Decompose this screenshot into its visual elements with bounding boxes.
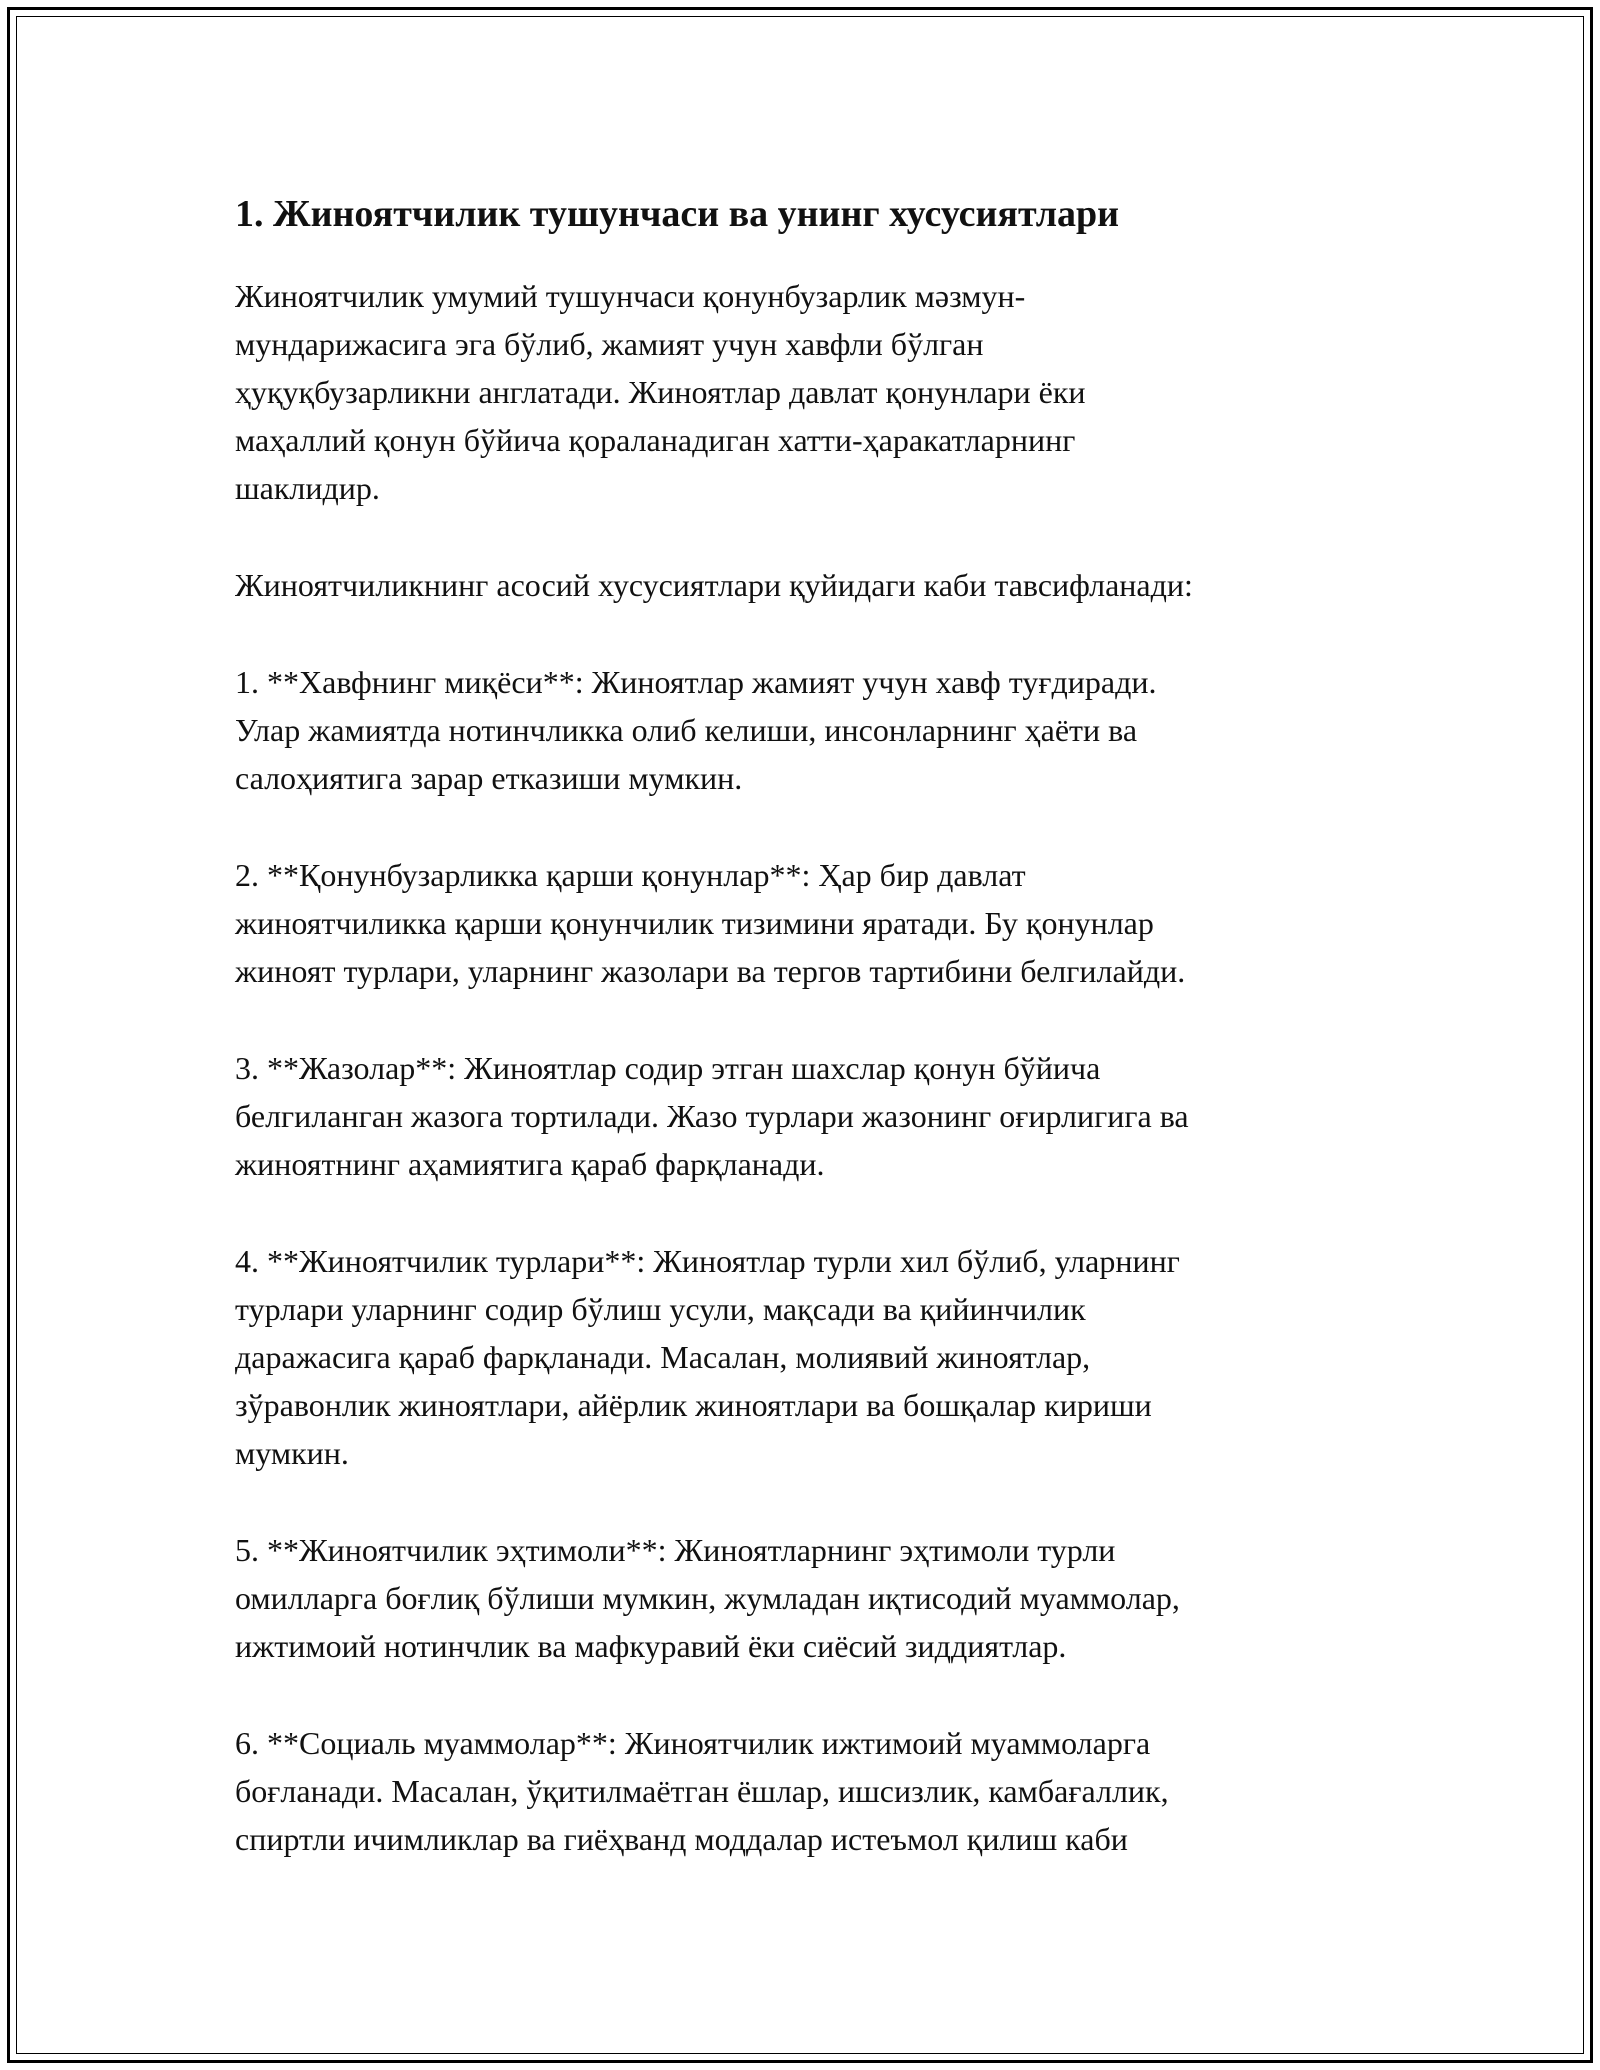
spacer: [235, 1188, 1375, 1237]
list-item-6: [235, 1719, 1375, 1863]
text-line: Улар жамиятда нотинчликка олиб келиши, инсонларнинг ҳаёти ва: [235, 712, 1138, 748]
spacer: [235, 1477, 1375, 1526]
text-line: 4. **Жиноятчилик турлари**: Жиноятлар турли хил бўлиб, уларнинг: [235, 1243, 1180, 1279]
paragraph-intro: [235, 561, 1375, 609]
text-line: 1. **Хавфнинг миқёси**: Жиноятлар жамият учун хавф туғдиради.: [235, 664, 1157, 700]
text-line: 2. **Қонунбузарликка қарши қонунлар**: Ҳар бир давлат: [235, 857, 1026, 893]
text-line: белгиланган жазога тортилади. Жазо турлари жазонинг оғирлигига ва: [235, 1098, 1189, 1134]
list-item-2: [235, 851, 1375, 995]
text-line: ҳуқуқбузарликни англатади. Жиноятлар давлат қонунлари ёки: [235, 374, 1086, 410]
text-line: 3. **Жазолар**: Жиноятлар содир этган шахслар қонун бўйича: [235, 1050, 1101, 1086]
list-item-1: [235, 658, 1375, 802]
text-line: жиноят турлари, уларнинг жазолари ва тергов тартибини белгилайди.: [235, 953, 1186, 989]
text-line: маҳаллий қонун бўйича қораланадиган хатти-ҳаракатларнинг: [235, 422, 1076, 458]
text-line: жиноятчиликка қарши қонунчилик тизимини яратади. Бу қонунлар: [235, 905, 1154, 941]
text-line: даражасига қараб фарқланади. Масалан, молиявий жиноятлар,: [235, 1339, 1091, 1375]
spacer: [235, 238, 1375, 272]
text-line: зўравонлик жиноятлари, айёрлик жиноятлари ва бошқалар кириши: [235, 1387, 1152, 1423]
text-line: мундарижасига эга бўлиб, жамият учун хавфли бўлган: [235, 326, 984, 362]
list-item-3: [235, 1044, 1375, 1188]
section-heading: 1. Жиноятчилик тушунчаси ва унинг хусусиятлари: [235, 193, 1120, 235]
list-item-5: [235, 1526, 1375, 1670]
text-line: спиртли ичимликлар ва гиёҳванд моддалар истеъмол қилиш каби: [235, 1821, 1128, 1857]
list-item-4: [235, 1237, 1375, 1477]
text-line: 5. **Жиноятчилик эҳтимоли**: Жиноятларнинг эҳтимоли турли: [235, 1532, 1116, 1568]
text-line: жиноятнинг аҳамиятига қараб фарқланади.: [235, 1146, 825, 1182]
text-line: Жиноятчилик умумий тушунчаси қонунбузарлик мәзмун-: [235, 278, 1026, 314]
spacer: [235, 802, 1375, 851]
text-line: мумкин.: [235, 1435, 349, 1471]
text-line: шаклидир.: [235, 470, 380, 506]
text-line: боғланади. Масалан, ўқитилмаётган ёшлар, ишсизлик, камбағаллик,: [235, 1773, 1169, 1809]
spacer: [235, 512, 1375, 561]
spacer: [235, 609, 1375, 658]
text-line: салоҳиятига зарар етказиши мумкин.: [235, 760, 743, 796]
spacer: [235, 995, 1375, 1044]
text-line: турлари уларнинг содир бўлиш усули, мақсади ва қийинчилик: [235, 1291, 1086, 1327]
paragraph-definition: [235, 272, 1375, 512]
text-line: Жиноятчиликнинг асосий хусусиятлари қуйидаги каби тавсифланади:: [235, 567, 1193, 603]
document-body: [235, 190, 1375, 1863]
text-line: ижтимоий нотинчлик ва мафкуравий ёки сиёсий зиддиятлар.: [235, 1628, 1067, 1664]
spacer: [235, 1670, 1375, 1719]
text-line: 6. **Социаль муаммолар**: Жиноятчилик ижтимоий муаммоларга: [235, 1725, 1151, 1761]
text-line: омилларга боғлиқ бўлиши мумкин, жумладан иқтисодий муаммолар,: [235, 1580, 1180, 1616]
